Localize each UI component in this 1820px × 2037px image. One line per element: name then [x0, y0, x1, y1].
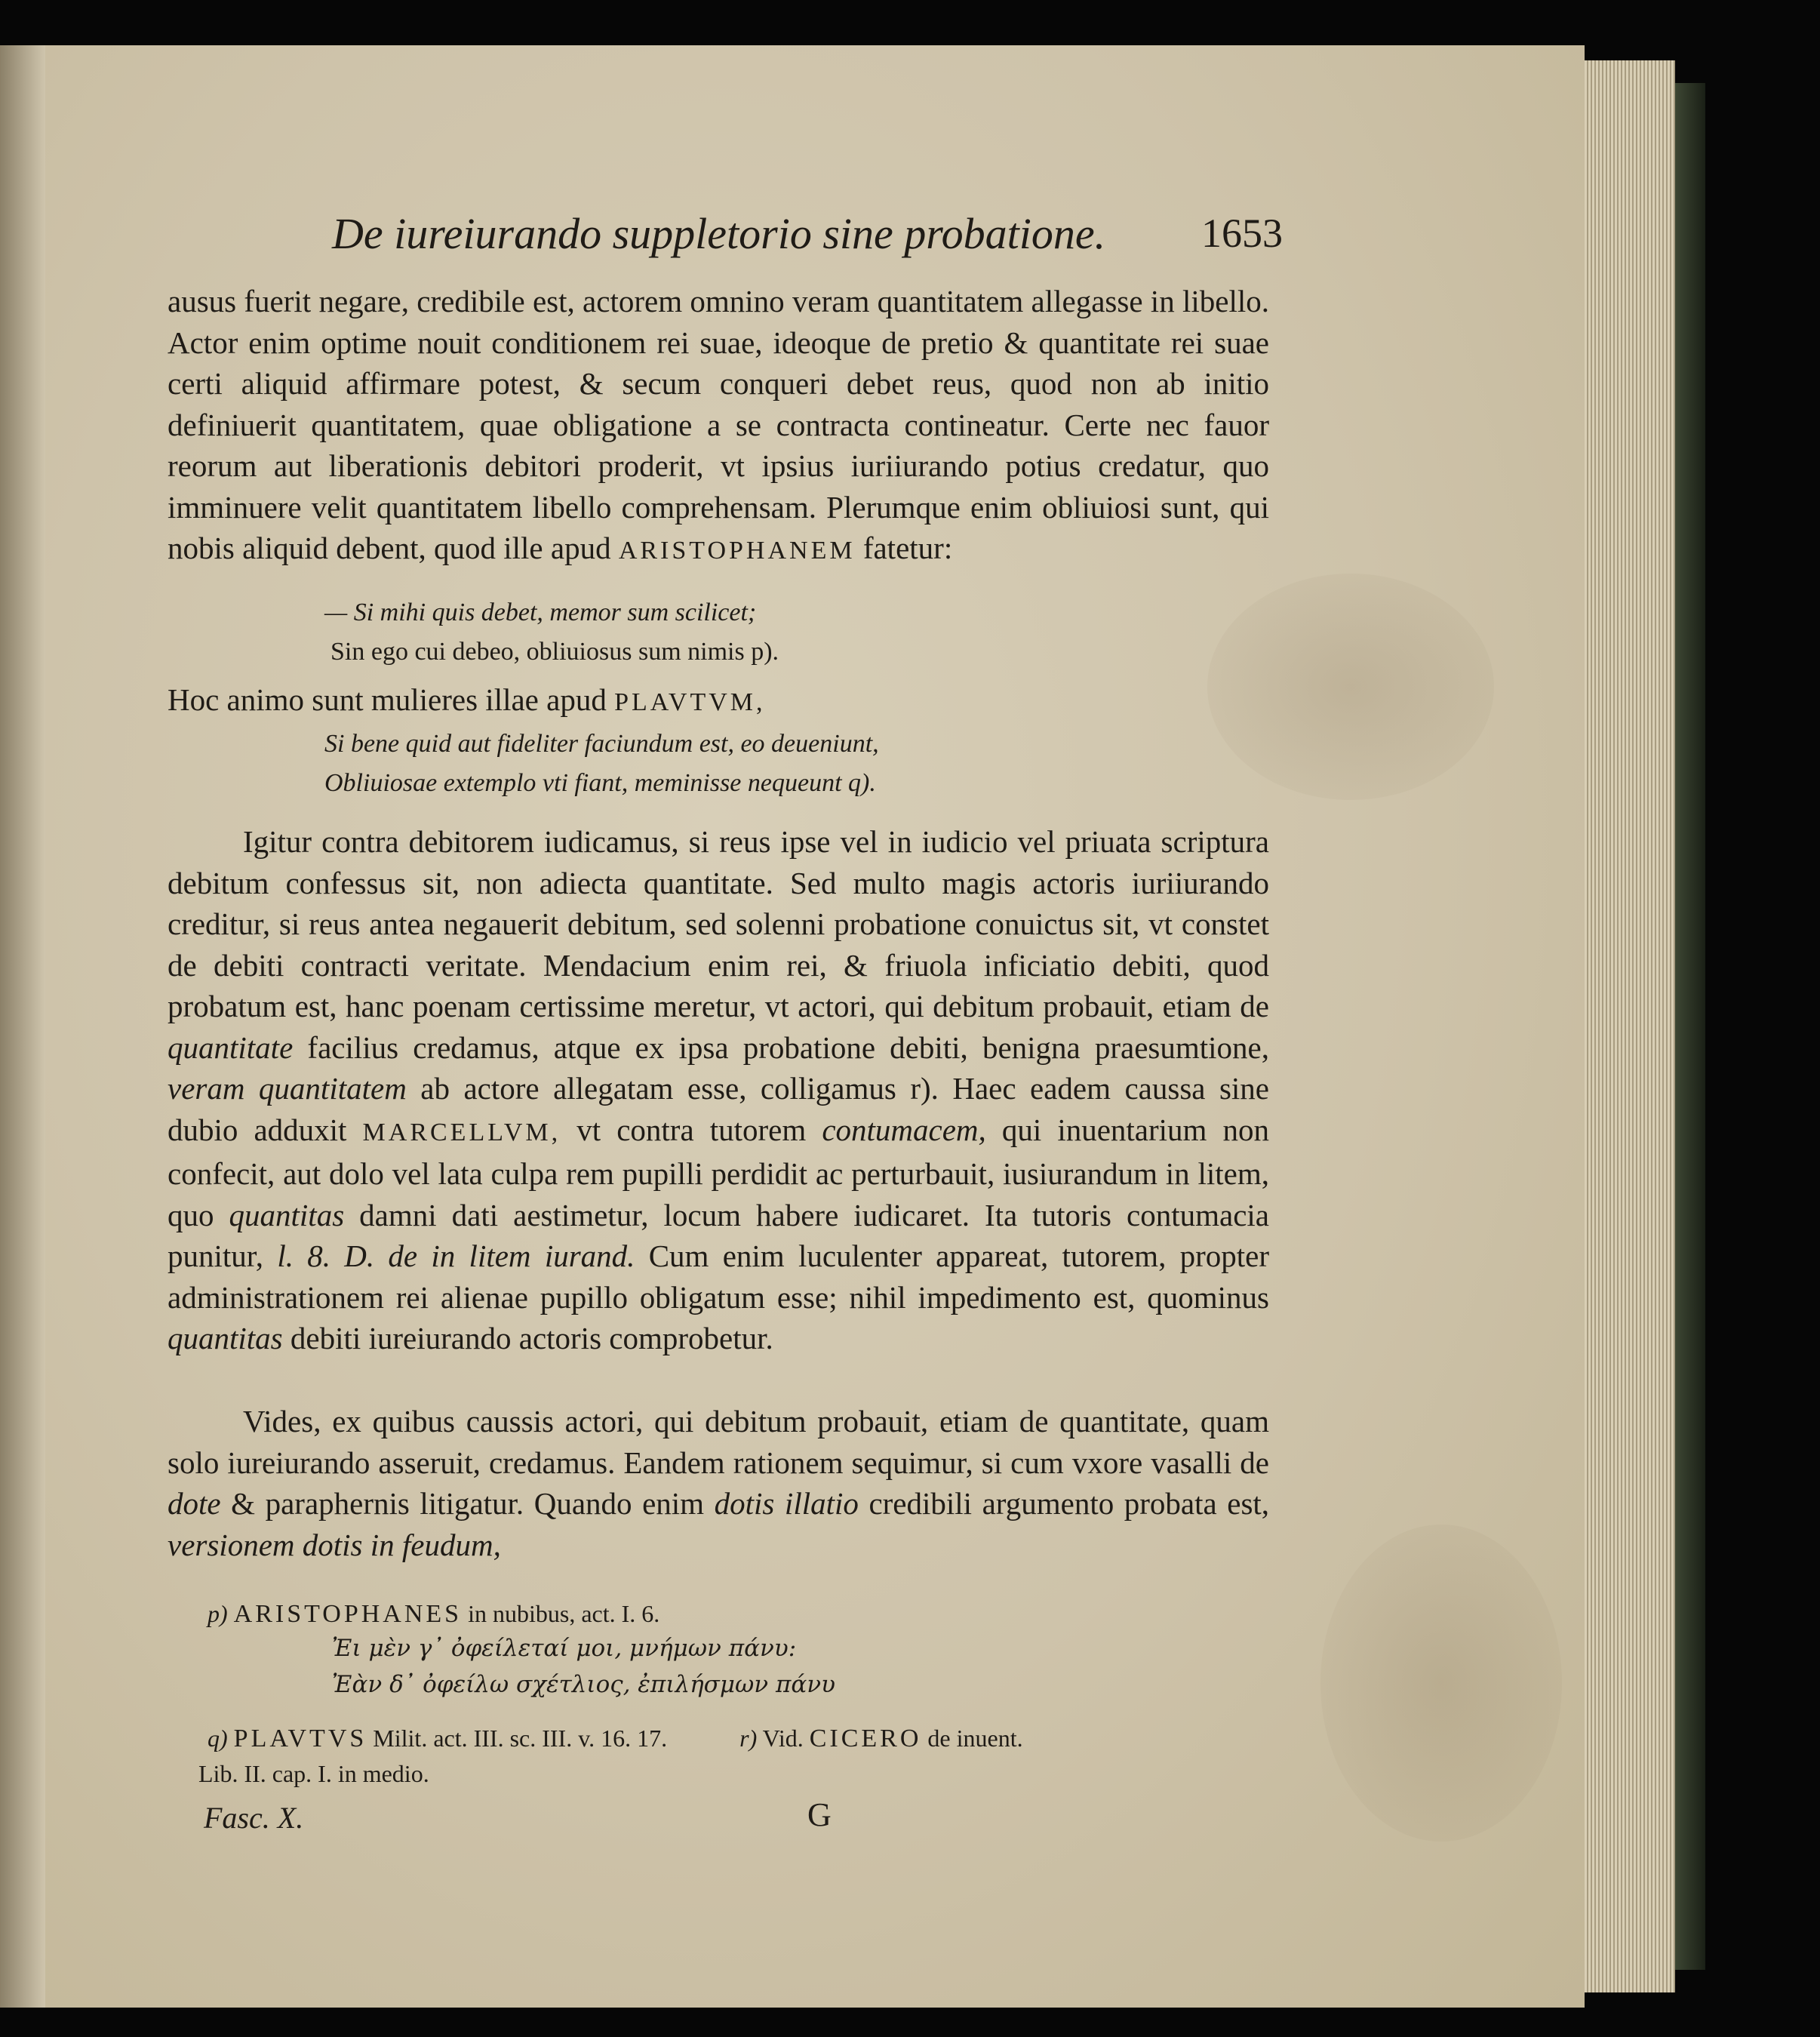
footnote-author: CICERO: [809, 1725, 922, 1752]
quote-line: — Si mihi quis debet, memor sum scilicet;: [324, 598, 757, 626]
footnote-marker: r): [739, 1725, 758, 1752]
footnote-text: Vid.: [762, 1725, 804, 1752]
footnote-text: de inuent.: [927, 1725, 1023, 1752]
footnote-p: [208, 1596, 1279, 1632]
page-footer: [204, 1796, 1283, 1853]
para2-text: vt contra tutorem: [576, 1112, 807, 1147]
paragraph-1-text: ausus fuerit negare, credibile est, actorem omnino veram quantitatem allegasse in libello. Actor enim optime nouit conditionem rei suae, ideoque de pretio & quantitate rei suae certi aliquid affirmare potest, & secum conqueri debet reus, quod non ab initio definiuerit quantitatem, quae obligatione a se contracta contineatur. Certe nec fauor reorum aut liberationis debitori proderit, vt ipsius iuriiurando potius credatur, quo imminuere velit quantitatem libello comprehensam. Plerumque enim obliuiosi sunt, qui nobis aliquid debent, quod ille apud: [168, 284, 1269, 565]
greek-line: Ἐι μὲν γ᾽ ὀφείλεταί μοι, μνήμων πάνυ:: [332, 1635, 797, 1662]
author-name-marcellum: MARCELLVM,: [362, 1118, 561, 1146]
paragraph-2: [168, 821, 1269, 1359]
footnote-text: Milit. act. III. sc. III. v. 16. 17.: [373, 1725, 668, 1752]
paragraph-1: [168, 281, 1269, 572]
footnote-author: PLAVTVS: [233, 1725, 367, 1752]
para3-text: & paraphernis litigatur. Quando enim: [231, 1486, 705, 1521]
para2-italic: quantitas: [168, 1321, 283, 1355]
para2-italic: quantitate: [168, 1029, 294, 1065]
running-title: De iureiurando suppletorio sine probatione.: [332, 209, 1106, 258]
gutter-shadow: [0, 45, 45, 2008]
footnote-marker: p): [208, 1600, 228, 1627]
quote-line: Obliuiosae extemplo vti fiant, meminisse nequeunt q).: [324, 769, 876, 797]
para2-text: debiti iureiurando actoris comprobetur.: [290, 1321, 773, 1355]
page-number: 1653: [1201, 211, 1283, 256]
para2-italic: quantitas: [229, 1197, 345, 1232]
greek-quote: [332, 1630, 1275, 1703]
quote-line: Sin ego cui debeo, obliuiosus sum nimis p).: [330, 638, 779, 666]
author-name-plautum: PLAVTVM,: [614, 688, 766, 716]
gathering-letter: G: [807, 1796, 832, 1833]
para3-italic: versionem dotis in feudum,: [168, 1527, 501, 1562]
para2-italic: veram quantitatem: [168, 1071, 407, 1106]
para3-text: credibili argumento probata est,: [868, 1486, 1270, 1521]
para3-text: Vides, ex quibus caussis actori, qui debitum probauit, etiam de quantitate, quam solo iureiurando asseruit, credamus. Eandem rationem sequimur, si cum vxore vasalli de: [168, 1404, 1269, 1480]
paper-stain: [1320, 1525, 1562, 1842]
para2-text: ab actore allegatam esse, colligamus r). Haec eadem caussa sine dubio adduxit: [168, 1071, 1269, 1147]
paragraph-1-end: fatetur:: [862, 531, 953, 565]
footnote-text: in nubibus, act. I. 6.: [468, 1600, 660, 1627]
para2-text: Igitur contra debitorem iudicamus, si reus ipse vel in iudicio vel priuata scriptura debitum confessus sit, non adiecta quantitate. Sed multo magis actoris iuriiurando creditur, si reus antea negauerit debitum, sed solenni probatione conuictus sit, vt constet de debiti contracti veritate. Mendacium enim rei, & friuola inficiatio debiti, quod probatum est, hanc poenam certissime meretur, vt actori, qui debitum probauit, etiam de: [168, 824, 1269, 1023]
para2-text: qui inuentarium non confecit, aut dolo vel lata culpa rem pupilli perdidit ac perturbauit, iusiurandum in litem, quo: [168, 1112, 1270, 1232]
signature-mark: Fasc. X.: [204, 1801, 304, 1835]
footnote-text: Lib. II. cap. I. in medio.: [198, 1760, 429, 1787]
footnote-q-r: [198, 1721, 1279, 1791]
hoc-line: [168, 679, 1269, 724]
paragraph-3: [168, 1401, 1269, 1565]
para2-text: damni dati aestimetur, locum habere iudicaret. Ita tutoris contumacia punitur,: [168, 1197, 1269, 1273]
footnote-author: ARISTOPHANES: [233, 1600, 463, 1628]
para2-text: Cum enim luculenter appareat, tutorem, propter administrationem rei alienae pupillo obligatum esse; nihil impedimento est, quominus: [168, 1239, 1269, 1315]
para2-italic: contumacem,: [822, 1112, 986, 1147]
author-name-aristophanem: ARISTOPHANEM: [618, 537, 856, 565]
legal-citation: l. 8. D. de in litem iurand.: [277, 1239, 635, 1273]
quote-line: Si bene quid aut fideliter faciundum est, eo deueniunt,: [324, 730, 879, 758]
para3-italic: dotis illatio: [714, 1486, 859, 1521]
quote-plautus: [324, 725, 1268, 803]
greek-line: Ἐὰν δ᾽ ὀφείλω σχέτλιος, ἐπιλήσμων πάνυ: [332, 1671, 835, 1698]
footnote-marker: q): [208, 1725, 228, 1752]
hoc-text: Hoc animo sunt mulieres illae apud: [168, 682, 607, 717]
para2-text: facilius credamus, atque ex ipsa probatione debiti, benigna praesumtione,: [307, 1029, 1270, 1065]
page-edges: [1585, 60, 1675, 1992]
para3-italic: dote: [168, 1486, 221, 1521]
quote-aristophanes: [324, 593, 1268, 672]
running-header: [332, 208, 1283, 261]
book-cover-edge: [1675, 83, 1705, 1970]
